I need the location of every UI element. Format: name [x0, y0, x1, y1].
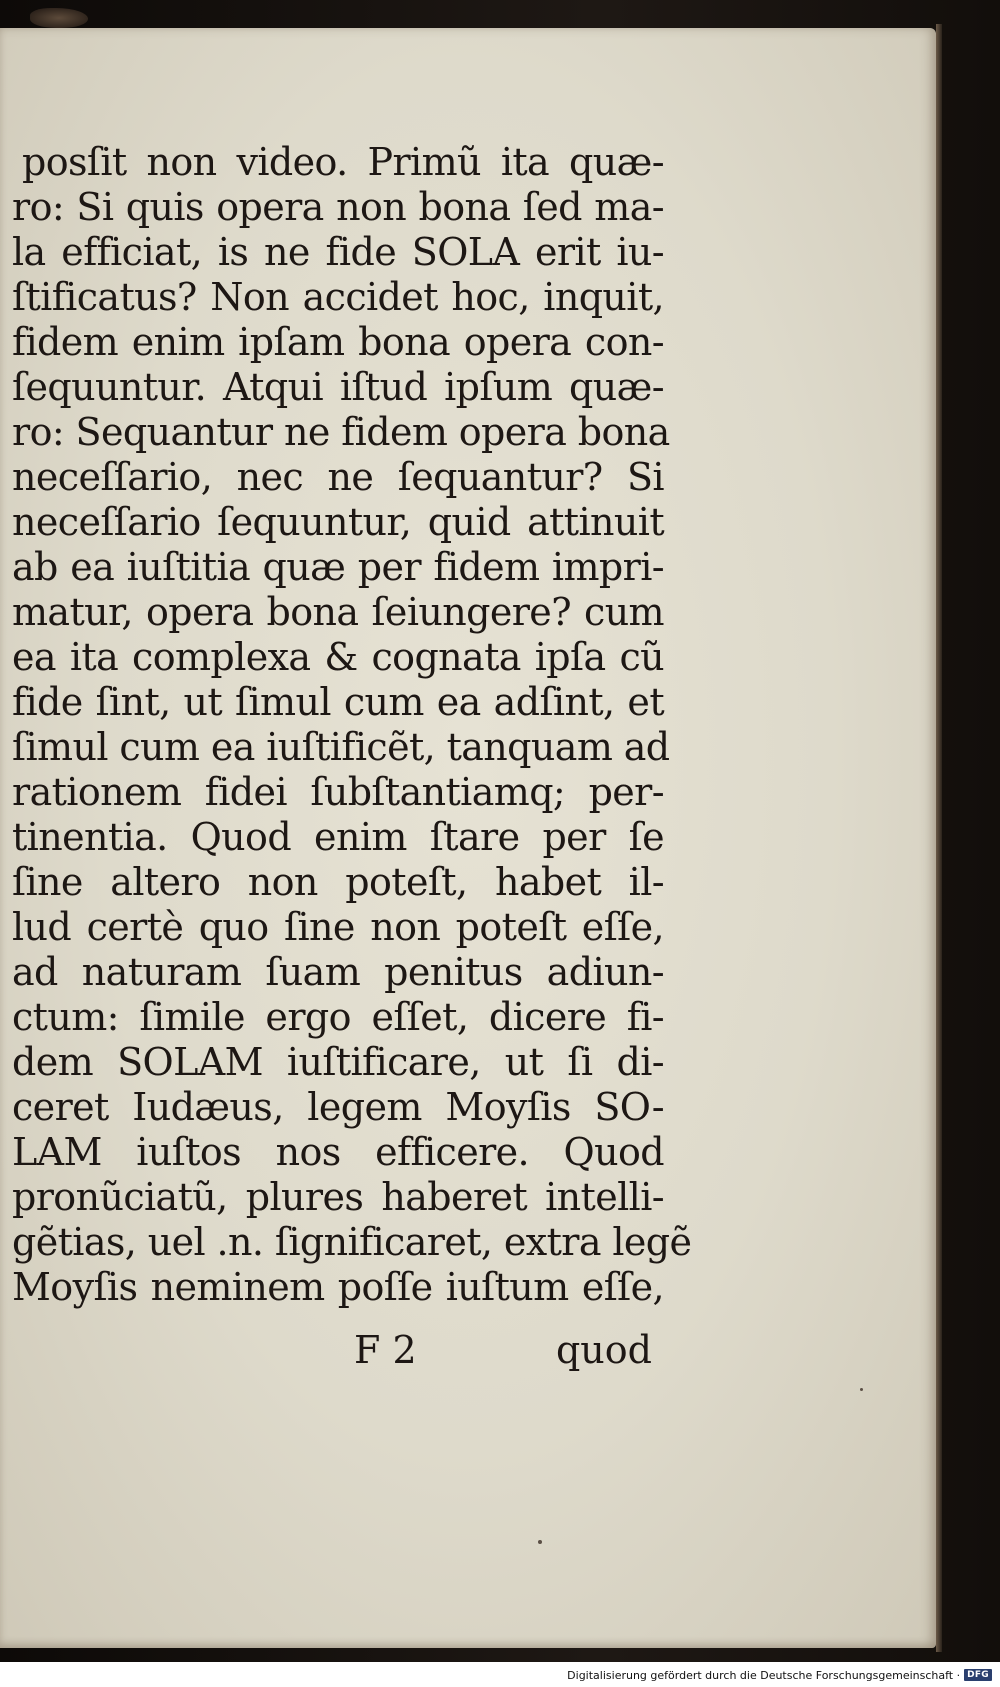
catchword: quod: [555, 1328, 652, 1372]
page-edge: [936, 24, 942, 1652]
ink-speck: [538, 1540, 542, 1544]
text-line: fide ſint, ut ſimul cum ea adſint, et: [12, 680, 664, 724]
ink-speck: [860, 1388, 863, 1391]
credit-text: Digitalisierung gefördert durch die Deutsche Forschungsgemeinschaft ·: [567, 1668, 961, 1682]
text-line: matur, opera bona ſeiungere? cum: [12, 590, 664, 634]
text-line: neceſſario, nec ne ſequantur? Si: [12, 455, 664, 499]
text-line: tinentia. Quod enim ſtare per ſe: [12, 815, 664, 859]
text-line: gẽtias, uel .n. ſignificaret, extra legẽ: [12, 1220, 692, 1264]
text-line: ſimul cum ea iuſtificẽt, tanquam ad: [12, 725, 670, 769]
credit-line: [567, 1666, 992, 1684]
text-line: ſine altero non poteſt, habet il-: [12, 860, 664, 904]
text-line: ctum: ſimile ergo eſſet, dicere fi-: [12, 995, 664, 1039]
text-line: rationem fidei ſubſtantiamq; per-: [12, 770, 664, 814]
text-line: lud certè quo ſine non poteſt eſſe,: [12, 905, 664, 949]
text-line: ro: Si quis opera non bona ſed ma-: [12, 185, 664, 229]
page-footer-line: [12, 1328, 652, 1376]
body-text: [12, 140, 692, 1310]
signature-mark: F 2: [354, 1328, 417, 1372]
text-line: LAM iuſtos nos efficere. Quod: [12, 1130, 664, 1174]
page-corner-damage: [30, 8, 88, 28]
text-line: la efficiat, is ne fide SOLA erit iu-: [12, 230, 664, 274]
text-line: pronũciatũ, plures haberet intelli-: [12, 1175, 664, 1219]
text-line: dem SOLAM iuſtificare, ut ſi di-: [12, 1040, 664, 1084]
text-line: ad naturam ſuam penitus adiun-: [12, 950, 664, 994]
text-line: ro: Sequantur ne fidem opera bona: [12, 410, 670, 454]
book-page: [0, 28, 936, 1648]
text-line: neceſſario ſequuntur, quid attinuit: [12, 500, 664, 544]
dfg-logo: DFG: [964, 1669, 992, 1681]
text-line: fidem enim ipſam bona opera con-: [12, 320, 664, 364]
text-line: posſit non video. Primũ ita quæ-: [22, 140, 664, 184]
text-line: ſequuntur. Atqui iſtud ipſum quæ-: [12, 365, 664, 409]
text-line: ceret Iudæus, legem Moyſis SO-: [12, 1085, 664, 1129]
text-line: Moyſis neminem poſſe iuſtum eſſe,: [12, 1265, 664, 1309]
text-line: ſtificatus? Non accidet hoc, inquit,: [12, 275, 664, 319]
text-line: ea ita complexa & cognata ipſa cũ: [12, 635, 664, 679]
text-line: ab ea iuſtitia quæ per fidem impri-: [12, 545, 664, 589]
